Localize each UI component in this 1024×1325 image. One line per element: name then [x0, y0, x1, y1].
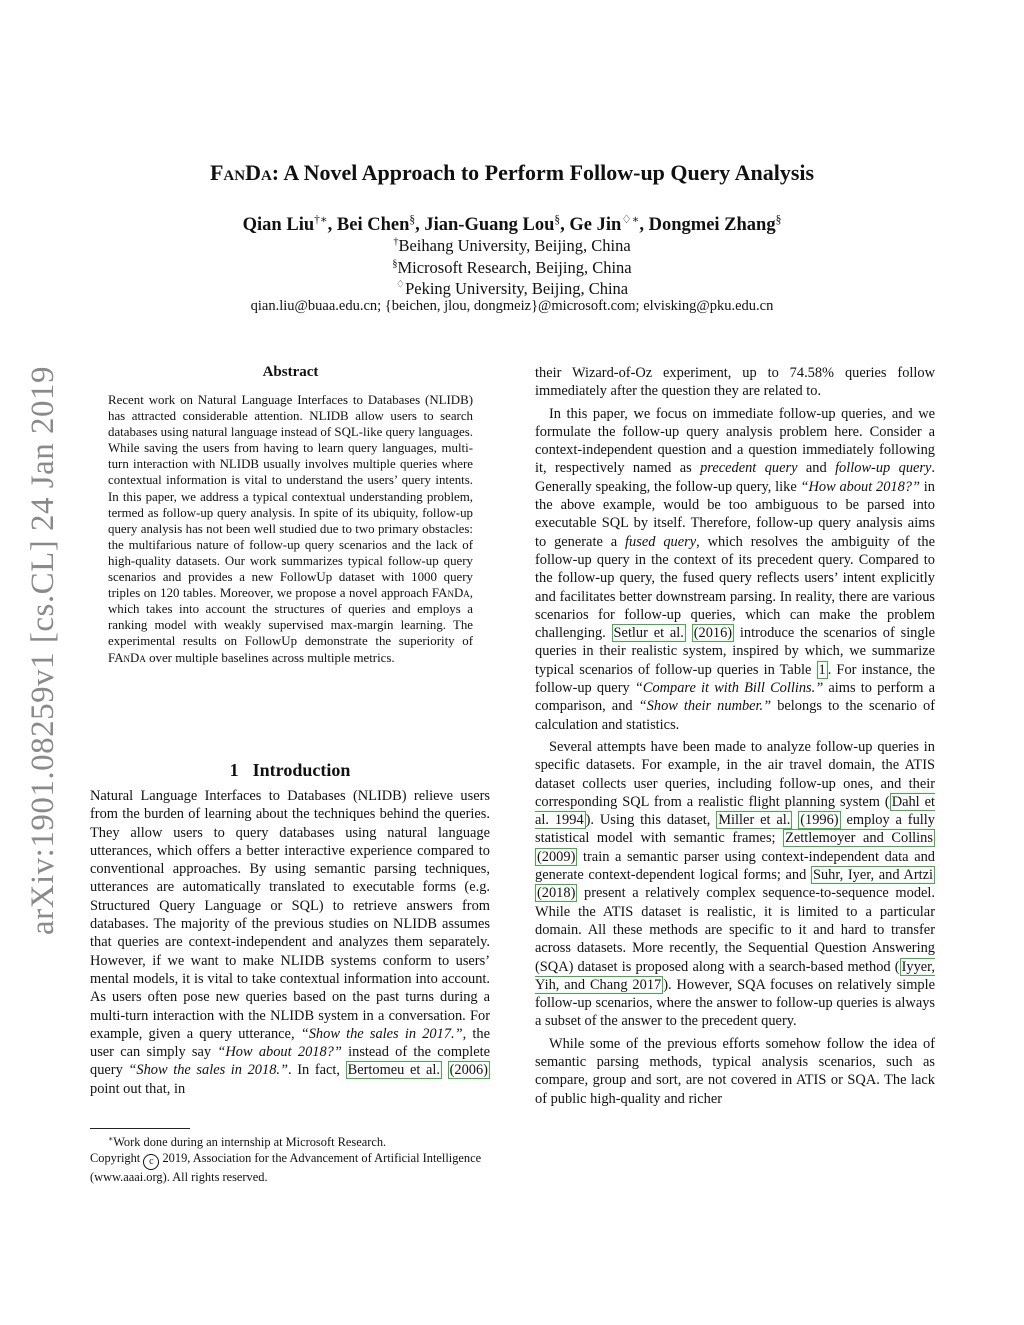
- intro-text: instead of the complete query: [90, 1044, 490, 1079]
- example-query: “Show the sales in 2017.”: [300, 1025, 463, 1042]
- footnote-rule: [90, 1128, 190, 1129]
- abstract-text: Recent work on Natural Language Interfaces to Databases (NLIDB) has attracted considerable attention. NLIDB allow users to search databases using natural language instead of SQL-like query languages. While saving the users from having to learn query languages, multi-turn interaction with NLIDB usually involves multiple queries where contextual information is vital to understand the users’ query intents. In this paper, we address a typical contextual understanding problem, termed as follow-up query analysis. In spite of its ubiquity, follow-up query analysis has not been well studied due to two primary obstacles: the multifarious nature of follow-up query scenarios and the lack of high-quality datasets. Our work summarizes typical follow-up query scenarios and provides a new FollowUp dataset with 1000 query triples on 120 tables. Moreover, we propose a novel approach: [108, 393, 473, 601]
- footnote-mark: ∗: [108, 1134, 114, 1143]
- arxiv-stamp: [18, 360, 68, 940]
- intro-text: point out that, in: [90, 1080, 186, 1097]
- example-query: “Show their number.”: [638, 698, 772, 715]
- term: precedent query: [700, 460, 798, 477]
- title-d: D: [245, 160, 261, 185]
- text: in the above example, would be too ambiguous to be parsed into executable SQL by itself. Therefore, follow-up query analysis aims to generate a: [535, 478, 935, 550]
- abstract-body: [108, 392, 473, 666]
- text: In this paper, we focus on immediate follow-up queries, and we formulate the follow-up query analysis problem here. Consider a context-independent question and a question immediately following it, respectively named as: [535, 405, 935, 477]
- author-mark: §: [409, 214, 416, 226]
- author-list: Qian Liu†∗, Bei Chen§, Jian-Guang Lou§, Ge Jin♢∗, Dongmei Zhang§: [242, 214, 782, 236]
- citation-link[interactable]: Dahl et al. 1994: [535, 793, 935, 829]
- author-mark: §: [554, 214, 561, 226]
- citation-link[interactable]: (1996): [800, 812, 839, 829]
- author-mark: §: [775, 214, 782, 226]
- method-name: FAnDa: [431, 586, 470, 601]
- text: Several attempts have been made to analyze follow-up queries in specific datasets. For example, in the air travel domain, the ATIS dataset collects user queries, including follow-up ones, and their corresponding SQL from a realistic flight planning system (: [535, 738, 935, 810]
- author: Bei Chen: [336, 215, 410, 236]
- section-heading: [90, 760, 490, 781]
- author: Jian-Guang Lou: [424, 215, 555, 236]
- affiliation-text: Microsoft Research, Beijing, China: [397, 258, 632, 277]
- citation-link[interactable]: (2018): [537, 885, 576, 902]
- affiliation: [0, 236, 1024, 256]
- text: and: [797, 460, 836, 477]
- author: Ge Jin: [569, 215, 622, 236]
- text: present a relatively complex sequence-to-sequence model. While the ATIS dataset is realistic, it is limited to a particular domain. All these methods are specific to it and hard to transfer across datasets. More recently, the Sequential Question Answering (SQA) dataset is proposed along with a search-based method (: [535, 885, 935, 975]
- term: follow-up query: [835, 460, 932, 477]
- text: ). However, SQA focuses on relatively simple follow-up scenarios, where the answer to follow-up queries is always a subset of the answer to the precedent query.: [535, 976, 935, 1030]
- abstract-text: , which takes into account the structures of queries and employs a ranking model with weakly supervised max-margin learning. The experimental results on FollowUp demonstrate the superiority of: [108, 586, 473, 649]
- abstract-text: over multiple baselines across multiple metrics.: [145, 650, 395, 665]
- section-number: 1: [229, 760, 239, 780]
- affiliation: [0, 258, 1024, 278]
- example-query: “How about 2018?”: [217, 1044, 342, 1061]
- title-rest: : A Novel Approach to Perform Follow-up Query Analysis: [271, 160, 815, 185]
- text: ). Using this dataset,: [585, 812, 717, 829]
- example-query: “Show the sales in 2018.”: [128, 1062, 288, 1079]
- text: aims to perform a comparison, and: [535, 680, 936, 715]
- paragraph: [535, 738, 935, 1031]
- title-f: F: [209, 160, 224, 185]
- citation-link[interactable]: Bertomeu et al.: [347, 1062, 440, 1079]
- intro-text: . In fact,: [288, 1062, 346, 1079]
- affiliation-mark: †: [393, 236, 399, 248]
- term: fused query: [625, 533, 697, 550]
- section-title: Introduction: [252, 760, 351, 780]
- table-ref-link[interactable]: 1: [818, 661, 826, 678]
- author-mark: †∗: [314, 214, 328, 226]
- title-sc1: an: [223, 160, 246, 185]
- text: train a semantic parser using context-independent data and generate context-dependent logical forms; and: [535, 848, 935, 884]
- text: employ a fully statistical model with semantic frames;: [535, 812, 935, 847]
- paragraph: [535, 405, 935, 734]
- text: belongs to the scenario of calculation and statistics.: [535, 698, 935, 733]
- method-name: FAnDa: [108, 650, 146, 665]
- affiliation: [0, 279, 1024, 299]
- title-sc2: a: [260, 160, 272, 185]
- citation-link[interactable]: Suhr, Iyer, and Artzi: [812, 867, 933, 884]
- footnote: [90, 1131, 490, 1185]
- affiliation-mark: ♢: [395, 279, 406, 291]
- citation-link[interactable]: (2009): [537, 848, 576, 865]
- affiliation-text: Peking University, Beijing, China: [405, 279, 629, 298]
- copyright-label: Copyright: [90, 1150, 141, 1165]
- text: , which resolves the ambiguity of the follow-up query in the context of its precedent query. Compared to the follow-up query, the fused query reflects users’ intent explicitly and facilitates better downstream parsing. In reality, there are various scenarios for follow-up queries, which can make the problem challenging.: [535, 533, 935, 642]
- text: introduce the scenarios of single queries in their realistic system, inspired by which, we summarize typical scenarios of follow-up queries in Table: [535, 625, 935, 678]
- citation-link[interactable]: Iyyer, Yih, and Chang 2017: [535, 958, 935, 993]
- citation-link[interactable]: Zettlemoyer and Collins: [785, 830, 933, 847]
- citation-link[interactable]: (2006): [449, 1062, 488, 1079]
- text: . For instance, the follow-up query: [535, 661, 935, 697]
- abstract-heading: Abstract: [262, 364, 319, 380]
- author-emails: qian.liu@buaa.edu.cn; {beichen, jlou, dongmeiz}@microsoft.com; elvisking@pku.edu.cn: [250, 298, 774, 314]
- affiliation-text: Beihang University, Beijing, China: [398, 236, 631, 255]
- author: Dongmei Zhang: [648, 215, 776, 236]
- copyright-icon: c: [143, 1154, 159, 1170]
- paragraph: their Wizard-of-Oz experiment, up to 74.58% queries follow immediately after the question they are related to.: [535, 365, 935, 400]
- example-query: “Compare it with Bill Collins.”: [634, 680, 824, 697]
- author: Qian Liu: [242, 215, 315, 236]
- paragraph: While some of the previous efforts somehow follow the idea of semantic parsing methods, typical analysis scenarios, such as compare, group and sort, are not covered in ATIS or SQA. The lack of public high-quality and richer: [535, 1035, 935, 1107]
- intro-paragraph: [90, 787, 490, 1098]
- citation-link[interactable]: Miller et al.: [718, 812, 791, 829]
- example-query: “How about 2018?”: [800, 478, 921, 495]
- paper-title: [0, 160, 1024, 186]
- copyright-text: 2019, Association for the Advancement of Artificial Intelligence (www.aaai.org). All rights reserved.: [90, 1150, 482, 1184]
- author-mark: ♢∗: [621, 214, 640, 226]
- text: . Generally speaking, the follow-up query, like: [535, 460, 936, 495]
- citation-link[interactable]: Setlur et al.: [613, 625, 684, 642]
- intro-text: Natural Language Interfaces to Databases (NLIDB) relieve users from the burden of learning about the techniques behind the queries. They allow users to query databases using natural language utterances, which offers a better interactive experience compared to conventional approaches. By using semantic parsing techniques, utterances are automatically translated to executable forms (e.g. Structured Query Language or SQL) to retrieve answers from databases. The majority of the previous studies on NLIDB assumes that queries are context-independent and analyzes them separately. However, if we want to make NLIDB systems conform to users’ mental models, it is vital to take contextual information into account. As users often pose new queries based on the past turns during a multi-turn interaction with the NLIDB system in a conversation. For example, given a query utterance,: [90, 788, 490, 1042]
- footnote-text: Work done during an internship at Microsoft Research.: [113, 1135, 387, 1150]
- right-column: [535, 364, 935, 1108]
- arxiv-id-text: arXiv:1901.08259v1 [cs.CL] 24 Jan 2019: [24, 365, 61, 935]
- intro-text: , the user can simply say: [90, 1025, 490, 1061]
- affiliation-mark: §: [392, 258, 398, 270]
- citation-link[interactable]: (2016): [693, 625, 733, 642]
